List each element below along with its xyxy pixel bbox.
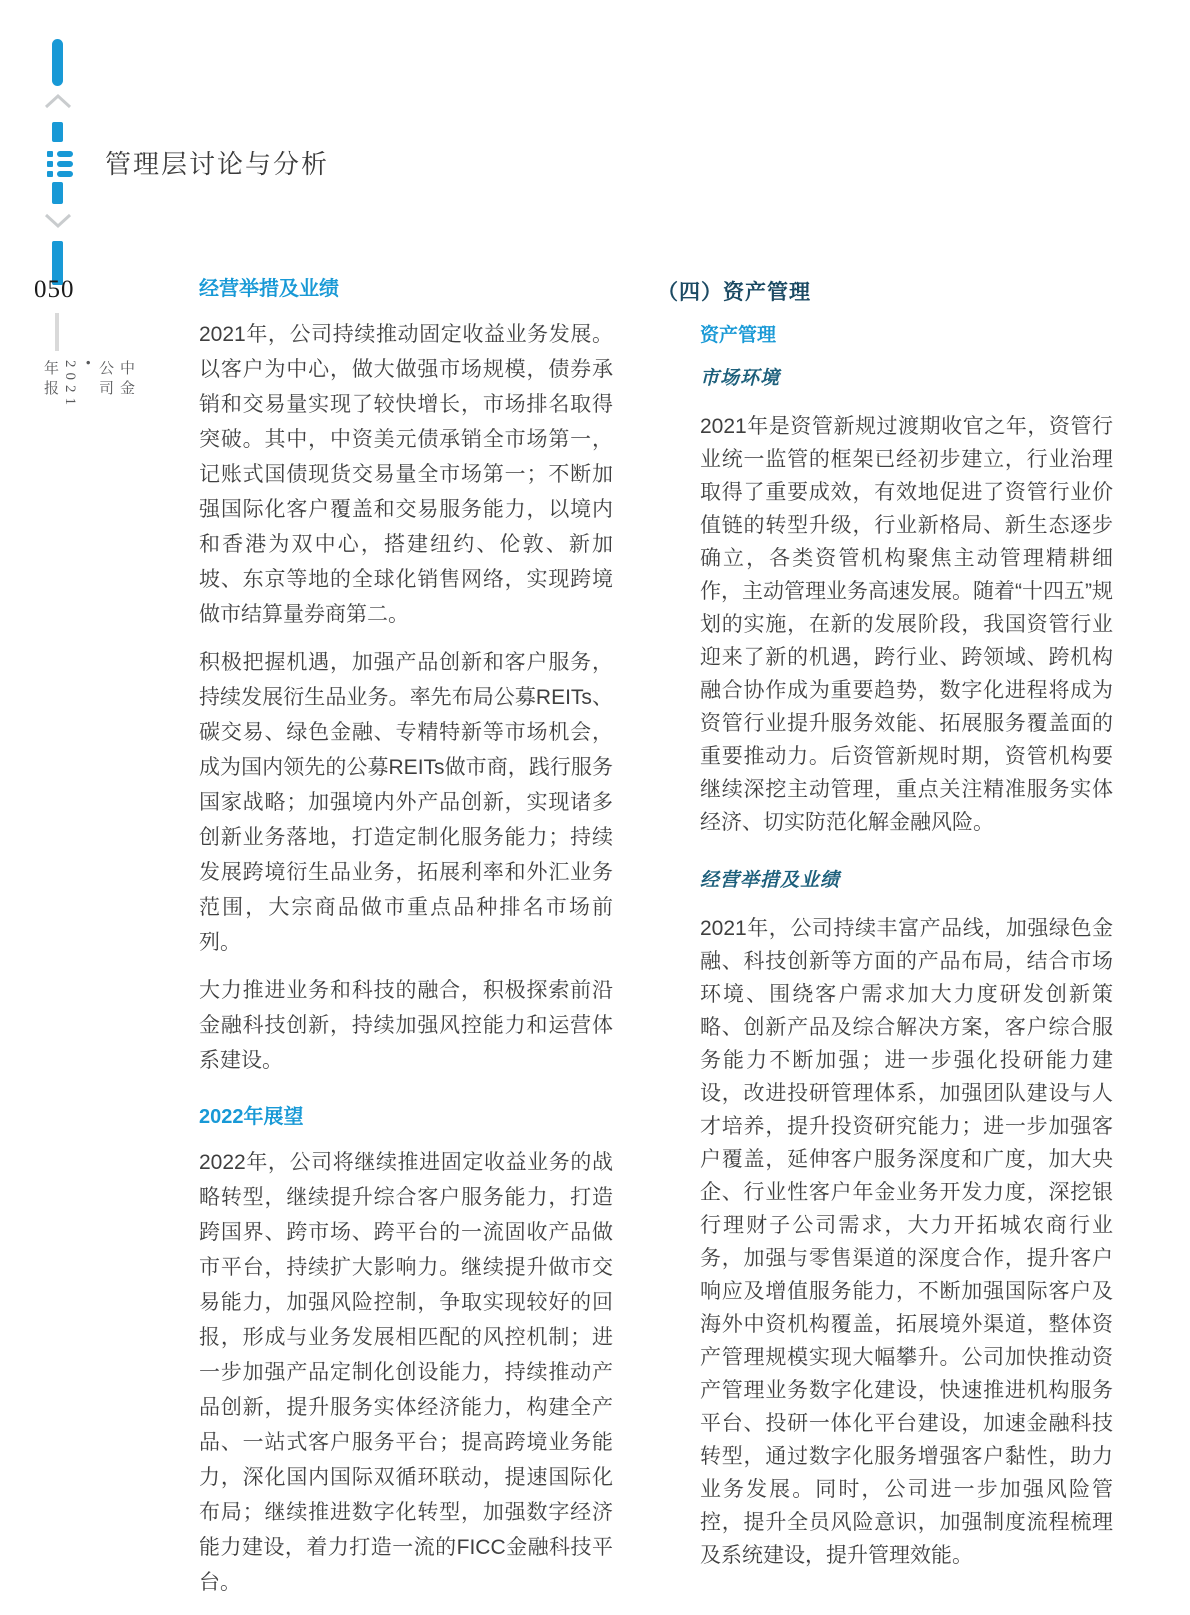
right-column	[657, 276, 1113, 1585]
page-title: 管理层讨论与分析	[105, 150, 330, 179]
paragraph: 积极把握机遇，加强产品创新和客户服务，持续发展衍生品业务。率先布局公募REITs、碳交易、绿色金融、专精特新等市场机会，成为国内领先的公募REITs做市商，践行服务国家战略；加强境内外产品创新，实现诸多创新业务落地，打造定制化服务能力；持续发展跨境衍生品业务，拓展利率和外汇业务范围，大宗商品做市重点品种排名市场前列。	[199, 651, 613, 954]
rail-tick	[55, 313, 59, 351]
accent-bar-small-1	[52, 122, 63, 142]
list-icon	[47, 151, 73, 181]
subheading-operations-results: 经营举措及业绩	[700, 870, 841, 891]
heading-operations-results: 经营举措及业绩	[199, 278, 339, 300]
left-column	[199, 272, 613, 1613]
subheading-market-environment: 市场环境	[700, 368, 781, 389]
paragraph: 2021年是资管新规过渡期收官之年，资管行业统一监管的框架已经初步建立，行业治理取得了重要成效，有效地促进了资管行业价值链的转型升级，行业新格局、新生态逐步确立，各类资管机构聚焦主动管理精耕细作，主动管理业务高速发展。随着“十四五”规划的实施，在新的发展阶段，我国资管行业迎来了新的机遇，跨行业、跨领域、跨机构融合协作成为重要趋势，数字化进程将成为资管行业提升服务效能、拓展服务覆盖面的重要推动力。后资管新规时期，资管机构要继续深挖主动管理，重点关注精准服务实体经济、切实防范化解金融风险。	[700, 415, 1113, 834]
accent-bar-top	[52, 39, 63, 86]
section-heading-asset-management: （四）资产管理	[657, 281, 811, 304]
right-column-inner	[700, 320, 1113, 1572]
paragraph: 2021年，公司持续丰富产品线，加强绿色金融、科技创新等方面的产品布局，结合市场环境、围绕客户需求加大力度研发创新策略、创新产品及综合解决方案，客户综合服务能力不断加强；进一步强化投研能力建设，改进投研管理体系，加强团队建设与人才培养，提升投资研究能力；进一步加强客户覆盖，延伸客户服务深度和广度，加大央企、行业性客户年金业务开发力度，深挖银行理财子公司需求，大力开拓城农商行业务，加强与零售渠道的深度合作，提升客户响应及增值服务能力，不断加强国际客户及海外中资机构覆盖，拓展境外渠道，整体资产管理规模实现大幅攀升。公司加快推动资产管理业务数字化建设，快速推进机构服务平台、投研一体化平台建设，加速金融科技转型，通过数字化服务增强客户黏性，助力业务发展。同时，公司进一步加强风险管控，提升全员风险意识，加强制度流程梳理及系统建设，提升管理效能。	[700, 917, 1113, 1567]
page-number: 050	[34, 276, 75, 303]
chevron-down-icon	[44, 213, 72, 234]
subheading-asset-management: 资产管理	[700, 325, 777, 346]
chevron-up-icon	[44, 93, 72, 114]
paragraph: 2021年，公司持续推动固定收益业务发展。以客户为中心，做大做强市场规模，债券承销和交易量实现了较快增长，市场排名取得突破。其中，中资美元债承销全市场第一，记账式国债现货交易量全市场第一；不断加强国际化客户覆盖和交易服务能力，以境内和香港为双中心，搭建纽约、伦敦、新加坡、东京等地的全球化销售网络，实现跨境做市结算量券商第二。	[199, 323, 613, 626]
paragraph: 2022年，公司将继续推进固定收益业务的战略转型，继续提升综合客户服务能力，打造跨国界、跨市场、跨平台的一流固收产品做市平台，持续扩大影响力。继续提升做市交易能力，加强风险控制，争取实现较好的回报，形成与业务发展相匹配的风控机制；进一步加强产品定制化创设能力，持续推动产品创新，提升服务实体经济能力，构建全产品、一站式客户服务平台；提高跨境业务能力，深化国内国际双循环联动，提速国际化布局；继续推进数字化转型，加强数字经济能力建设，着力打造一流的FICC金融科技平台。	[199, 1151, 613, 1594]
side-caption: 中金公司 • 2021 年报	[42, 360, 134, 410]
heading-2022-outlook: 2022年展望	[199, 1106, 304, 1128]
paragraph: 大力推进业务和科技的融合，积极探索前沿金融科技创新，持续加强风控能力和运营体系建设。	[199, 979, 613, 1072]
accent-bar-small-2	[52, 182, 63, 204]
